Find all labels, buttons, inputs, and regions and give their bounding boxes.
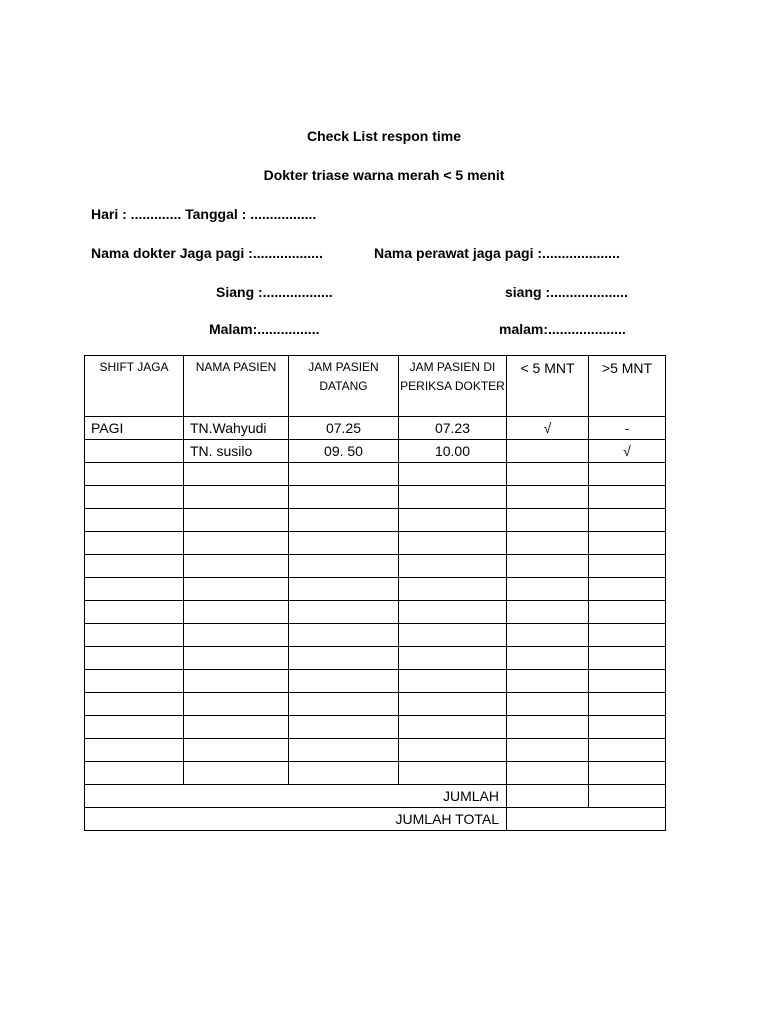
over-5-cell xyxy=(589,463,666,486)
shift-cell xyxy=(85,440,184,463)
patient-name-cell xyxy=(184,578,289,601)
shift-cell xyxy=(85,670,184,693)
over-5-cell xyxy=(589,739,666,762)
exam-time-cell xyxy=(399,578,507,601)
under-5-cell xyxy=(507,509,589,532)
table-row xyxy=(85,670,666,693)
perawat-siang-field: siang :.................... xyxy=(505,284,628,300)
exam-time-cell xyxy=(399,647,507,670)
over-5-cell xyxy=(589,578,666,601)
over-5-cell xyxy=(589,601,666,624)
over-5-cell xyxy=(589,532,666,555)
over-5-cell xyxy=(589,762,666,785)
shift-cell xyxy=(85,624,184,647)
shift-cell xyxy=(85,463,184,486)
arrival-time-cell xyxy=(289,624,399,647)
header-less-5-mnt: < 5 MNT xyxy=(507,356,589,417)
exam-time-cell xyxy=(399,509,507,532)
dokter-malam-field: Malam:................ xyxy=(209,321,320,337)
arrival-time-cell xyxy=(289,647,399,670)
table-row xyxy=(85,693,666,716)
page-subtitle: Dokter triase warna merah < 5 menit xyxy=(263,167,505,183)
table-row xyxy=(85,555,666,578)
under-5-cell xyxy=(507,693,589,716)
page-title: Check List respon time xyxy=(306,128,462,144)
patient-name-cell xyxy=(184,532,289,555)
dokter-siang-field: Siang :.................. xyxy=(216,284,333,300)
arrival-time-cell xyxy=(289,670,399,693)
over-5-cell xyxy=(589,509,666,532)
under-5-cell xyxy=(507,440,589,463)
shift-cell xyxy=(85,739,184,762)
over-5-cell xyxy=(589,670,666,693)
table-row xyxy=(85,486,666,509)
exam-time-cell xyxy=(399,532,507,555)
jumlah-label: JUMLAH xyxy=(85,785,507,808)
arrival-time-cell xyxy=(289,716,399,739)
table-row xyxy=(85,624,666,647)
over-5-cell xyxy=(589,486,666,509)
exam-time-cell xyxy=(399,670,507,693)
under-5-cell xyxy=(507,739,589,762)
arrival-time-cell xyxy=(289,463,399,486)
under-5-cell xyxy=(507,532,589,555)
patient-name-cell xyxy=(184,647,289,670)
exam-time-cell xyxy=(399,463,507,486)
shift-cell xyxy=(85,532,184,555)
over-5-cell: - xyxy=(589,417,666,440)
under-5-cell xyxy=(507,578,589,601)
table-row xyxy=(85,601,666,624)
exam-time-cell xyxy=(399,486,507,509)
shift-cell xyxy=(85,555,184,578)
table-row xyxy=(85,762,666,785)
exam-time-cell: 07.23 xyxy=(399,417,507,440)
under-5-cell xyxy=(507,463,589,486)
arrival-time-cell xyxy=(289,693,399,716)
patient-name-cell xyxy=(184,762,289,785)
shift-cell xyxy=(85,486,184,509)
table-header-row xyxy=(85,356,666,417)
arrival-time-cell xyxy=(289,532,399,555)
arrival-time-cell xyxy=(289,601,399,624)
over-5-cell: √ xyxy=(589,440,666,463)
over-5-cell xyxy=(589,716,666,739)
arrival-time-cell xyxy=(289,486,399,509)
arrival-time-cell xyxy=(289,762,399,785)
exam-time-cell xyxy=(399,716,507,739)
patient-name-cell xyxy=(184,486,289,509)
jumlah-over-5-cell xyxy=(589,785,666,808)
exam-time-cell xyxy=(399,555,507,578)
under-5-cell xyxy=(507,624,589,647)
patient-name-cell xyxy=(184,716,289,739)
shift-cell xyxy=(85,647,184,670)
under-5-cell xyxy=(507,601,589,624)
patient-name-cell: TN. susilo xyxy=(184,440,289,463)
over-5-cell xyxy=(589,624,666,647)
under-5-cell xyxy=(507,647,589,670)
response-time-table xyxy=(84,355,666,831)
arrival-time-cell xyxy=(289,739,399,762)
exam-time-cell xyxy=(399,693,507,716)
over-5-cell xyxy=(589,693,666,716)
patient-name-cell xyxy=(184,463,289,486)
exam-time-cell xyxy=(399,739,507,762)
exam-time-cell xyxy=(399,624,507,647)
patient-name-cell xyxy=(184,624,289,647)
header-jam-pasien-diperiksa: JAM PASIEN DI PERIKSA DOKTER xyxy=(399,356,507,417)
shift-cell: PAGI xyxy=(85,417,184,440)
under-5-cell xyxy=(507,486,589,509)
patient-name-cell: TN.Wahyudi xyxy=(184,417,289,440)
exam-time-cell xyxy=(399,762,507,785)
patient-name-cell xyxy=(184,670,289,693)
patient-name-cell xyxy=(184,509,289,532)
patient-name-cell xyxy=(184,601,289,624)
jumlah-total-row xyxy=(85,808,666,831)
arrival-time-cell xyxy=(289,509,399,532)
perawat-pagi-field: Nama perawat jaga pagi :.................... xyxy=(374,245,620,261)
header-shift-jaga: SHIFT JAGA xyxy=(85,356,184,417)
patient-name-cell xyxy=(184,739,289,762)
dokter-pagi-field: Nama dokter Jaga pagi :.................. xyxy=(91,245,323,261)
table-row xyxy=(85,532,666,555)
under-5-cell xyxy=(507,762,589,785)
arrival-time-cell xyxy=(289,555,399,578)
table-row xyxy=(85,440,666,463)
under-5-cell: √ xyxy=(507,417,589,440)
over-5-cell xyxy=(589,555,666,578)
under-5-cell xyxy=(507,670,589,693)
shift-cell xyxy=(85,693,184,716)
jumlah-under-5-cell xyxy=(507,785,589,808)
table-row xyxy=(85,647,666,670)
arrival-time-cell: 07.25 xyxy=(289,417,399,440)
shift-cell xyxy=(85,601,184,624)
table-row xyxy=(85,739,666,762)
table-row xyxy=(85,578,666,601)
exam-time-cell: 10.00 xyxy=(399,440,507,463)
exam-time-cell xyxy=(399,601,507,624)
arrival-time-cell xyxy=(289,578,399,601)
shift-cell xyxy=(85,762,184,785)
header-jam-pasien-datang: JAM PASIEN DATANG xyxy=(289,356,399,417)
under-5-cell xyxy=(507,555,589,578)
table-row xyxy=(85,509,666,532)
jumlah-total-cell xyxy=(507,808,666,831)
jumlah-row xyxy=(85,785,666,808)
header-nama-pasien: NAMA PASIEN xyxy=(184,356,289,417)
patient-name-cell xyxy=(184,555,289,578)
shift-cell xyxy=(85,716,184,739)
shift-cell xyxy=(85,509,184,532)
over-5-cell xyxy=(589,647,666,670)
patient-name-cell xyxy=(184,693,289,716)
table-row xyxy=(85,417,666,440)
hari-tanggal-field: Hari : ............. Tanggal : ................. xyxy=(91,206,317,222)
table-row xyxy=(85,463,666,486)
arrival-time-cell: 09. 50 xyxy=(289,440,399,463)
under-5-cell xyxy=(507,716,589,739)
jumlah-total-label: JUMLAH TOTAL xyxy=(85,808,507,831)
shift-cell xyxy=(85,578,184,601)
header-more-5-mnt: >5 MNT xyxy=(589,356,666,417)
perawat-malam-field: malam:.................... xyxy=(499,321,626,337)
table-row xyxy=(85,716,666,739)
